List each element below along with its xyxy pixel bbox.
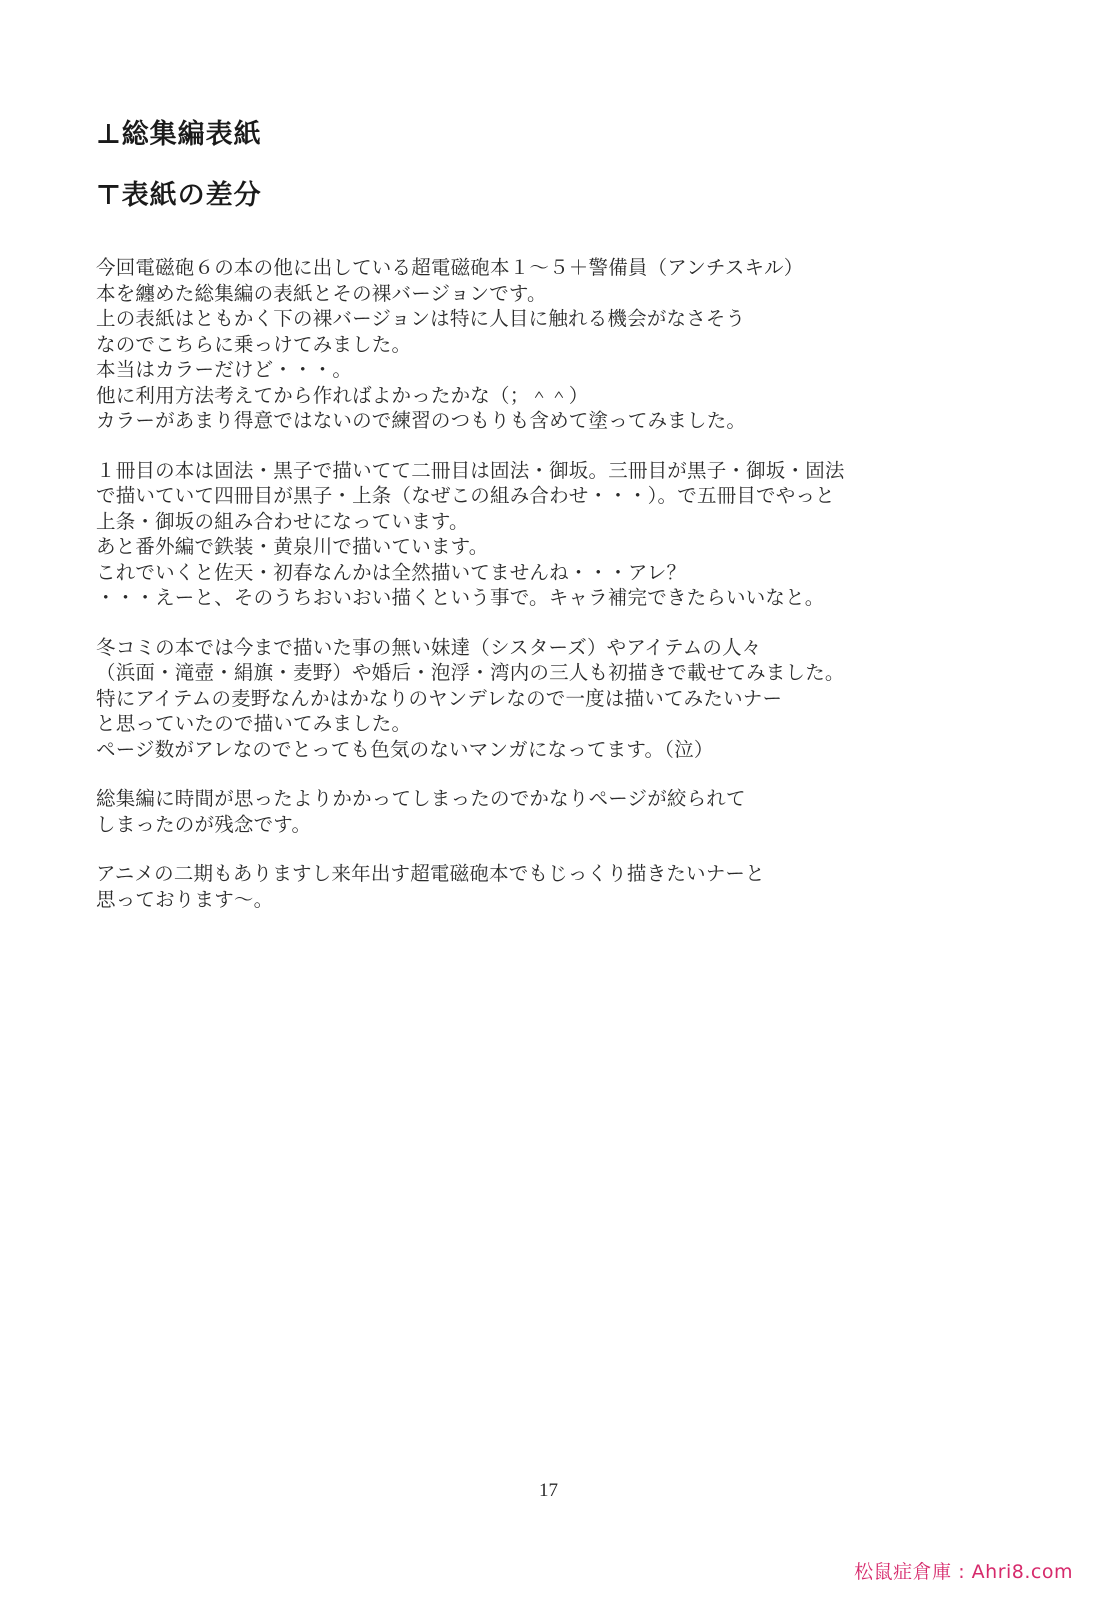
text-line: カラーがあまり得意ではないので練習のつもりも含めて塗ってみました。 — [96, 409, 747, 432]
text-line: 総集編に時間が思ったよりかかってしまったのでかなりページが絞られて — [96, 787, 746, 810]
paragraph-2 — [96, 458, 976, 611]
text-line: あと番外編で鉄装・黄泉川で描いています。 — [96, 535, 489, 558]
text-line: 本当はカラーだけど・・・。 — [96, 358, 353, 381]
text-line: （浜面・滝壺・絹旗・麦野）や婚后・泡浮・湾内の三人も初描きで載せてみました。 — [96, 661, 845, 684]
body-text — [96, 255, 976, 912]
watermark: 松鼠症倉庫 : Ahri8.com — [854, 1561, 1073, 1583]
text-line: 思っております〜。 — [96, 887, 274, 911]
heading-primary: ⊥総集編表紙 — [96, 119, 262, 150]
paragraph-5 — [96, 861, 976, 912]
page-number: 17 — [539, 1480, 558, 1501]
text-line: で描いていて四冊目が黒子・上条（なぜこの組み合わせ・・・）。で五冊目でやっと — [96, 484, 835, 507]
text-line: これでいくと佐天・初春なんかは全然描いてませんね・・・アレ？ — [96, 560, 687, 584]
text-line: 特にアイテムの麦野なんかはかなりのヤンデレなので一度は描いてみたいナー — [96, 686, 783, 710]
text-line: ・・・えーと、そのうちおいおい描くという事で。キャラ補完できたらいいなと。 — [96, 586, 825, 609]
text-line: ページ数がアレなのでとっても色気のないマンガになってます。（泣） — [96, 737, 714, 761]
paragraph-4 — [96, 786, 976, 837]
text-line: 本を纏めた総集編の表紙とその裸バージョンです。 — [96, 281, 547, 305]
text-line: １冊目の本は固法・黒子で描いてて二冊目は固法・御坂。三冊目が黒子・御坂・固法 — [96, 458, 845, 482]
text-line: 上条・御坂の組み合わせになっています。 — [96, 509, 469, 533]
heading-group — [96, 112, 956, 234]
text-line: アニメの二期もありますし来年出す超電磁砲本でもじっくり描きたいナーと — [96, 862, 765, 885]
text-line: 他に利用方法考えてから作ればよかったかな（；＾＾） — [96, 383, 589, 407]
paragraph-1 — [96, 255, 976, 434]
text-line: しまったのが残念です。 — [96, 812, 312, 836]
heading-secondary: ⊤表紙の差分 — [96, 180, 262, 211]
paragraph-3 — [96, 635, 976, 763]
text-line: と思っていたので描いてみました。 — [96, 712, 412, 735]
text-line: 上の表紙はともかく下の裸バージョンは特に人目に触れる機会がなさそう — [96, 307, 746, 330]
text-line: 今回電磁砲６の本の他に出している超電磁砲本１〜５＋警備員（アンチスキル） — [96, 256, 804, 279]
text-line: なのでこちらに乗っけてみました。 — [96, 332, 412, 356]
text-line: 冬コミの本では今まで描いた事の無い妹達（シスターズ）やアイテムの人々 — [96, 635, 762, 659]
